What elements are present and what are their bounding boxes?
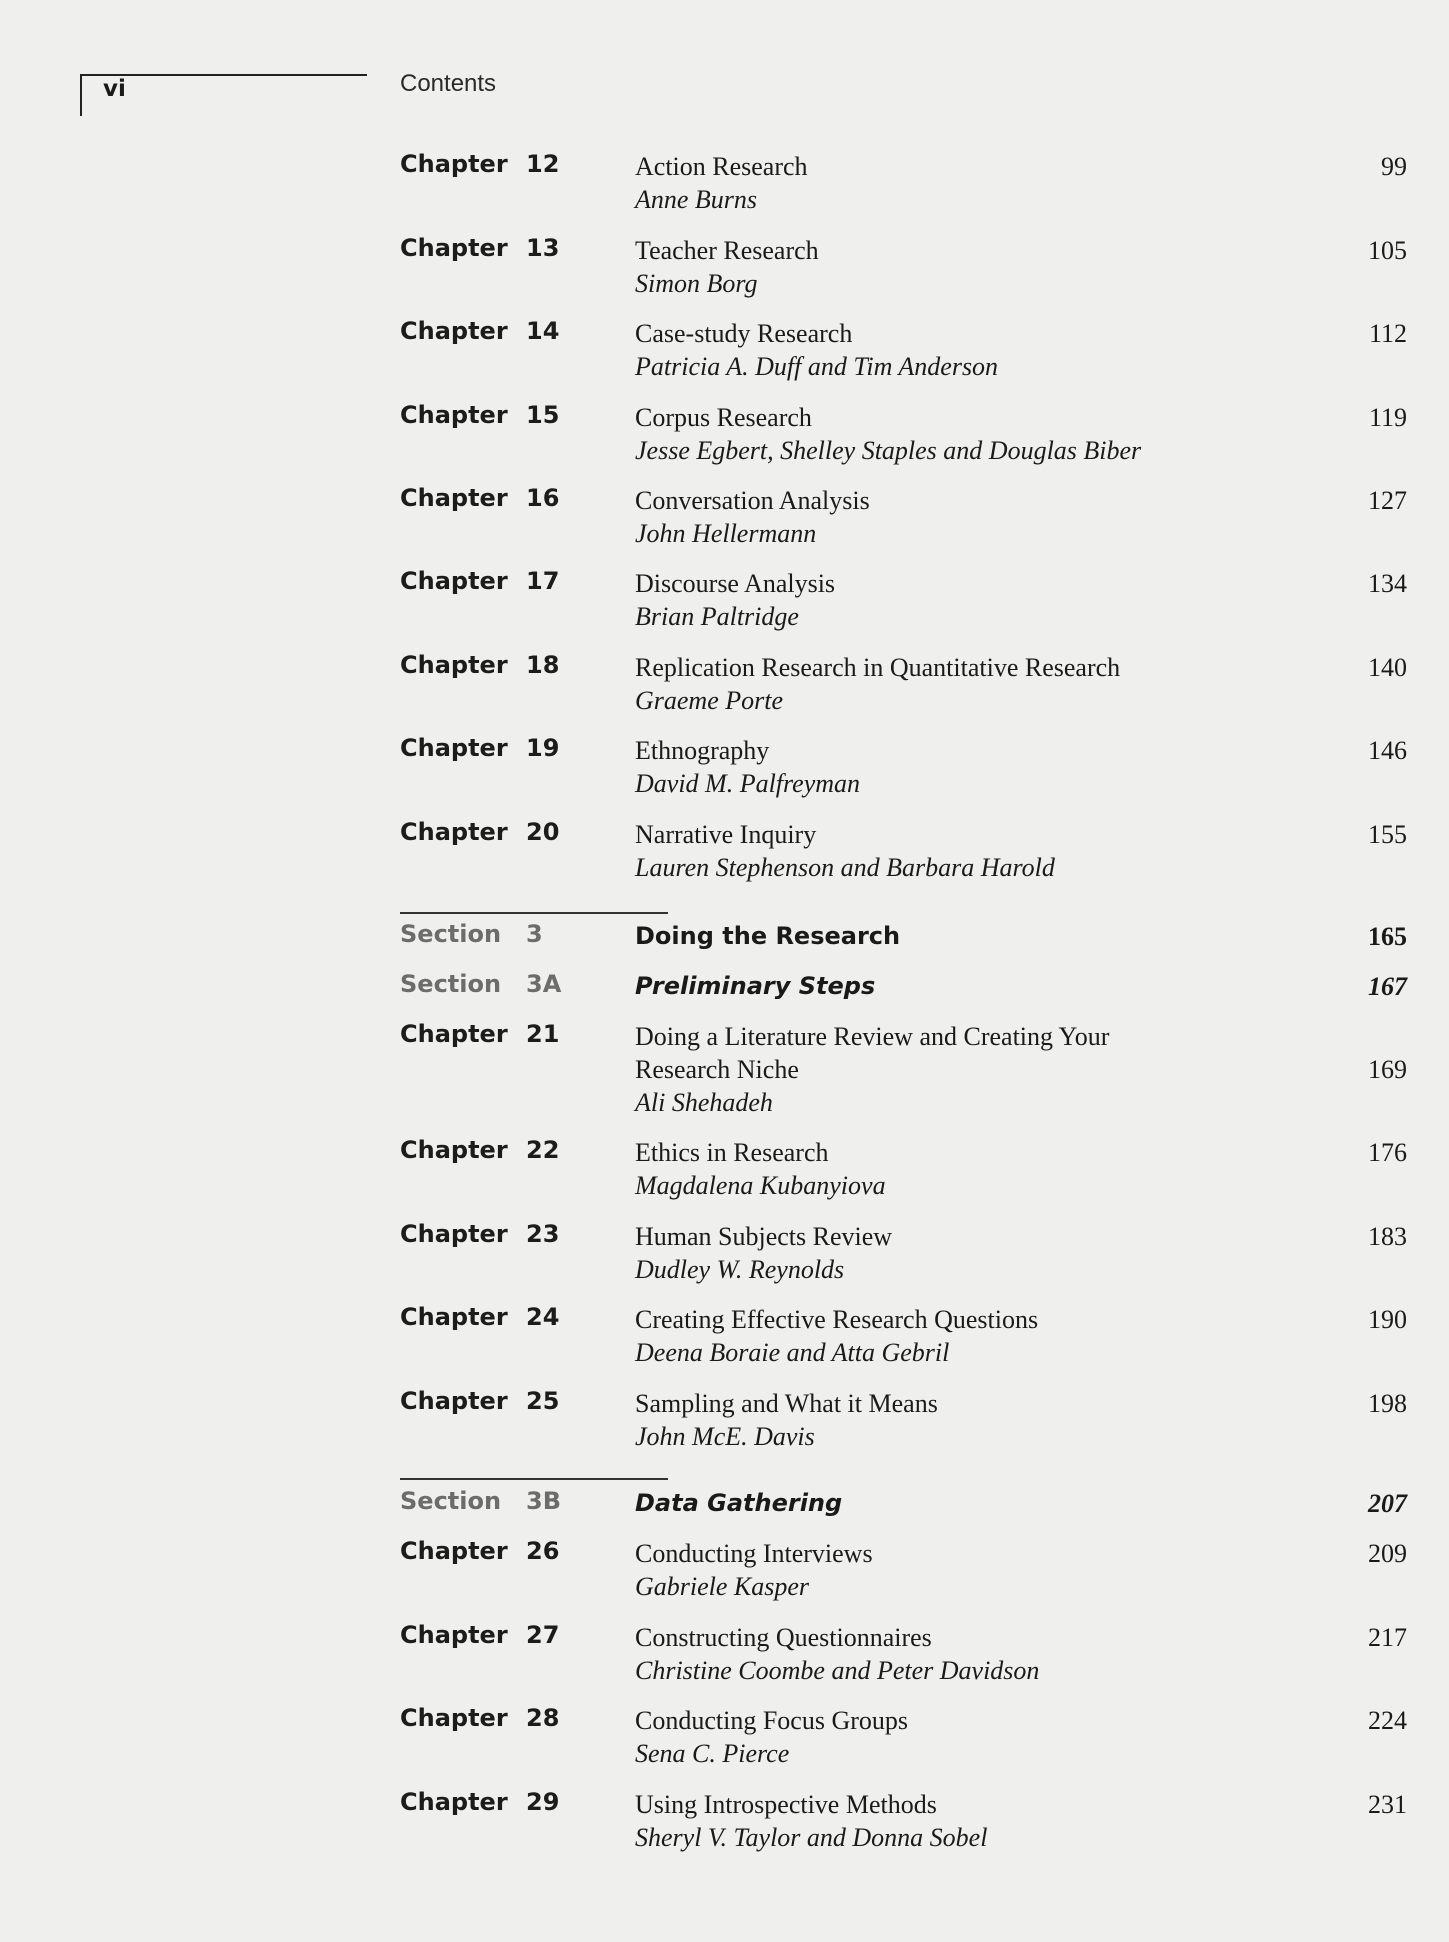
page-number-folio: vi: [103, 76, 126, 102]
chapter-label: [400, 734, 560, 762]
entry-number: 22: [526, 1136, 560, 1164]
entry-number: 15: [526, 401, 560, 429]
entry-kind-word: Chapter: [400, 150, 508, 178]
entry-number: 17: [526, 567, 560, 595]
entry-title: Conducting Interviews: [635, 1539, 873, 1568]
entry-page-number: 155: [1368, 820, 1407, 849]
entry-title-block: [635, 317, 998, 383]
entry-kind-word: Chapter: [400, 1220, 508, 1248]
folio-rule-vertical: [80, 74, 82, 116]
entry-title-block: [635, 970, 875, 1003]
entry-title: Replication Research in Quantitative Research: [635, 653, 1121, 682]
entry-page-number: 140: [1368, 653, 1407, 682]
entry-author: Anne Burns: [635, 185, 758, 214]
entry-author: Simon Borg: [635, 269, 758, 298]
entry-kind-word: Chapter: [400, 567, 508, 595]
section-label: [400, 920, 543, 948]
chapter-label: [400, 234, 560, 262]
entry-title-block: [635, 818, 1055, 884]
entry-number: 13: [526, 234, 560, 262]
chapter-label: [400, 567, 560, 595]
chapter-label: [400, 484, 560, 512]
entry-kind-word: Chapter: [400, 401, 508, 429]
entry-title: Action Research: [635, 152, 808, 181]
chapter-label: [400, 1387, 560, 1415]
entry-author: Deena Boraie and Atta Gebril: [635, 1338, 950, 1367]
chapter-label: [400, 1020, 560, 1048]
entry-kind-word: Section: [400, 970, 502, 998]
entry-title-block: [635, 1788, 987, 1854]
entry-title: Ethnography: [635, 736, 770, 765]
entry-kind-word: Chapter: [400, 317, 508, 345]
entry-title-block: [635, 1303, 1038, 1369]
entry-number: 21: [526, 1020, 560, 1048]
entry-title-block: [635, 150, 808, 216]
entry-title-block: [635, 1136, 886, 1202]
entry-title-block: [635, 1621, 1039, 1687]
entry-number: 16: [526, 484, 560, 512]
chapter-label: [400, 1136, 560, 1164]
entry-author: Christine Coombe and Peter Davidson: [635, 1656, 1040, 1685]
entry-page-number: 224: [1368, 1706, 1407, 1735]
entry-page-number: 105: [1368, 236, 1407, 265]
entry-title-block: [635, 567, 835, 633]
entry-page-number: 99: [1381, 152, 1407, 181]
entry-number: 20: [526, 818, 560, 846]
entry-page-number: 134: [1368, 569, 1407, 598]
chapter-label: [400, 1220, 560, 1248]
section-rule: [400, 1478, 668, 1480]
entry-kind-word: Chapter: [400, 1136, 508, 1164]
entry-page-number: 167: [1368, 972, 1407, 1001]
entry-number: 26: [526, 1537, 560, 1565]
entry-number: 18: [526, 651, 560, 679]
entry-author: David M. Palfreyman: [635, 769, 861, 798]
entry-kind-word: Chapter: [400, 1704, 508, 1732]
entry-kind-word: Chapter: [400, 234, 508, 262]
entry-title-block: [635, 651, 1120, 717]
entry-title-block: [635, 920, 900, 953]
entry-title-block: [635, 734, 860, 800]
entry-author: Lauren Stephenson and Barbara Harold: [635, 853, 1055, 882]
entry-author: Sena C. Pierce: [635, 1739, 790, 1768]
entry-title-block: [635, 1020, 1109, 1119]
section-label: [400, 970, 562, 998]
entry-title-block: [635, 1704, 908, 1770]
chapter-label: [400, 1788, 560, 1816]
chapter-label: [400, 401, 560, 429]
entry-page-number: 127: [1368, 486, 1407, 515]
entry-number: 3A: [526, 970, 562, 998]
entry-title: Corpus Research: [635, 403, 812, 432]
entry-page-number: 207: [1368, 1489, 1407, 1518]
chapter-label: [400, 651, 560, 679]
entry-page-number: 209: [1368, 1539, 1407, 1568]
entry-author: Brian Paltridge: [635, 602, 799, 631]
entry-title-block: [635, 484, 870, 550]
chapter-label: [400, 150, 560, 178]
entry-title: Narrative Inquiry: [635, 820, 817, 849]
entry-title: Research Niche: [635, 1055, 799, 1084]
entry-page-number: 119: [1368, 403, 1407, 432]
entry-title: Doing a Literature Review and Creating Your: [635, 1022, 1110, 1051]
section-rule: [400, 912, 668, 914]
entry-kind-word: Chapter: [400, 1537, 508, 1565]
entry-title: Case-study Research: [635, 319, 853, 348]
entry-number: 25: [526, 1387, 560, 1415]
entry-kind-word: Chapter: [400, 1621, 508, 1649]
entry-title: Using Introspective Methods: [635, 1790, 937, 1819]
entry-page-number: 190: [1368, 1305, 1407, 1334]
entry-kind-word: Chapter: [400, 818, 508, 846]
entry-title: Constructing Questionnaires: [635, 1623, 932, 1652]
entry-title: Conducting Focus Groups: [635, 1706, 908, 1735]
entry-title-block: [635, 1487, 842, 1520]
chapter-label: [400, 317, 560, 345]
entry-title: Data Gathering: [635, 1489, 843, 1517]
entry-kind-word: Section: [400, 920, 502, 948]
entry-number: 29: [526, 1788, 560, 1816]
entry-title-block: [635, 234, 819, 300]
entry-page-number: 198: [1368, 1389, 1407, 1418]
entry-page-number: 231: [1368, 1790, 1407, 1819]
entry-title: Human Subjects Review: [635, 1222, 893, 1251]
entry-page-number: 217: [1368, 1623, 1407, 1652]
entry-number: 23: [526, 1220, 560, 1248]
entry-title-block: [635, 1220, 892, 1286]
chapter-label: [400, 1537, 560, 1565]
entry-title-block: [635, 401, 1141, 467]
entry-number: 14: [526, 317, 560, 345]
entry-title: Sampling and What it Means: [635, 1389, 938, 1418]
entry-number: 19: [526, 734, 560, 762]
entry-title: Creating Effective Research Questions: [635, 1305, 1039, 1334]
entry-title: Discourse Analysis: [635, 569, 836, 598]
entry-number: 3: [526, 920, 543, 948]
entry-title: Preliminary Steps: [635, 972, 876, 1000]
entry-title-block: [635, 1537, 873, 1603]
entry-author: Gabriele Kasper: [635, 1572, 810, 1601]
chapter-label: [400, 1303, 560, 1331]
entry-title-block: [635, 1387, 938, 1453]
entry-kind-word: Chapter: [400, 484, 508, 512]
entry-page-number: 165: [1368, 922, 1407, 951]
entry-kind-word: Chapter: [400, 734, 508, 762]
entry-number: 12: [526, 150, 560, 178]
entry-author: Sheryl V. Taylor and Donna Sobel: [635, 1823, 988, 1852]
chapter-label: [400, 1621, 560, 1649]
entry-number: 28: [526, 1704, 560, 1732]
entry-page-number: 183: [1368, 1222, 1407, 1251]
entry-kind-word: Chapter: [400, 1788, 508, 1816]
entry-page-number: 176: [1368, 1138, 1407, 1167]
entry-kind-word: Chapter: [400, 1020, 508, 1048]
section-label: [400, 1487, 561, 1515]
entry-author: John Hellermann: [635, 519, 817, 548]
chapter-label: [400, 818, 560, 846]
entry-author: Patricia A. Duff and Tim Anderson: [635, 352, 999, 381]
entry-page-number: 146: [1368, 736, 1407, 765]
running-head: Contents: [400, 70, 497, 97]
entry-page-number: 112: [1368, 319, 1407, 348]
entry-author: Dudley W. Reynolds: [635, 1255, 845, 1284]
entry-kind-word: Chapter: [400, 651, 508, 679]
entry-author: John McE. Davis: [635, 1422, 815, 1451]
entry-author: Magdalena Kubanyiova: [635, 1171, 886, 1200]
entry-title: Teacher Research: [635, 236, 819, 265]
entry-title: Conversation Analysis: [635, 486, 870, 515]
entry-title: Doing the Research: [635, 922, 901, 950]
entry-kind-word: Chapter: [400, 1303, 508, 1331]
entry-author: Ali Shehadeh: [635, 1088, 773, 1117]
entry-number: 27: [526, 1621, 560, 1649]
entry-kind-word: Chapter: [400, 1387, 508, 1415]
entry-number: 3B: [526, 1487, 561, 1515]
entry-kind-word: Section: [400, 1487, 502, 1515]
entry-number: 24: [526, 1303, 560, 1331]
entry-title: Ethics in Research: [635, 1138, 829, 1167]
entry-author: Graeme Porte: [635, 686, 784, 715]
chapter-label: [400, 1704, 560, 1732]
entry-page-number: 169: [1368, 1055, 1407, 1084]
entry-author: Jesse Egbert, Shelley Staples and Douglas Biber: [635, 436, 1142, 465]
